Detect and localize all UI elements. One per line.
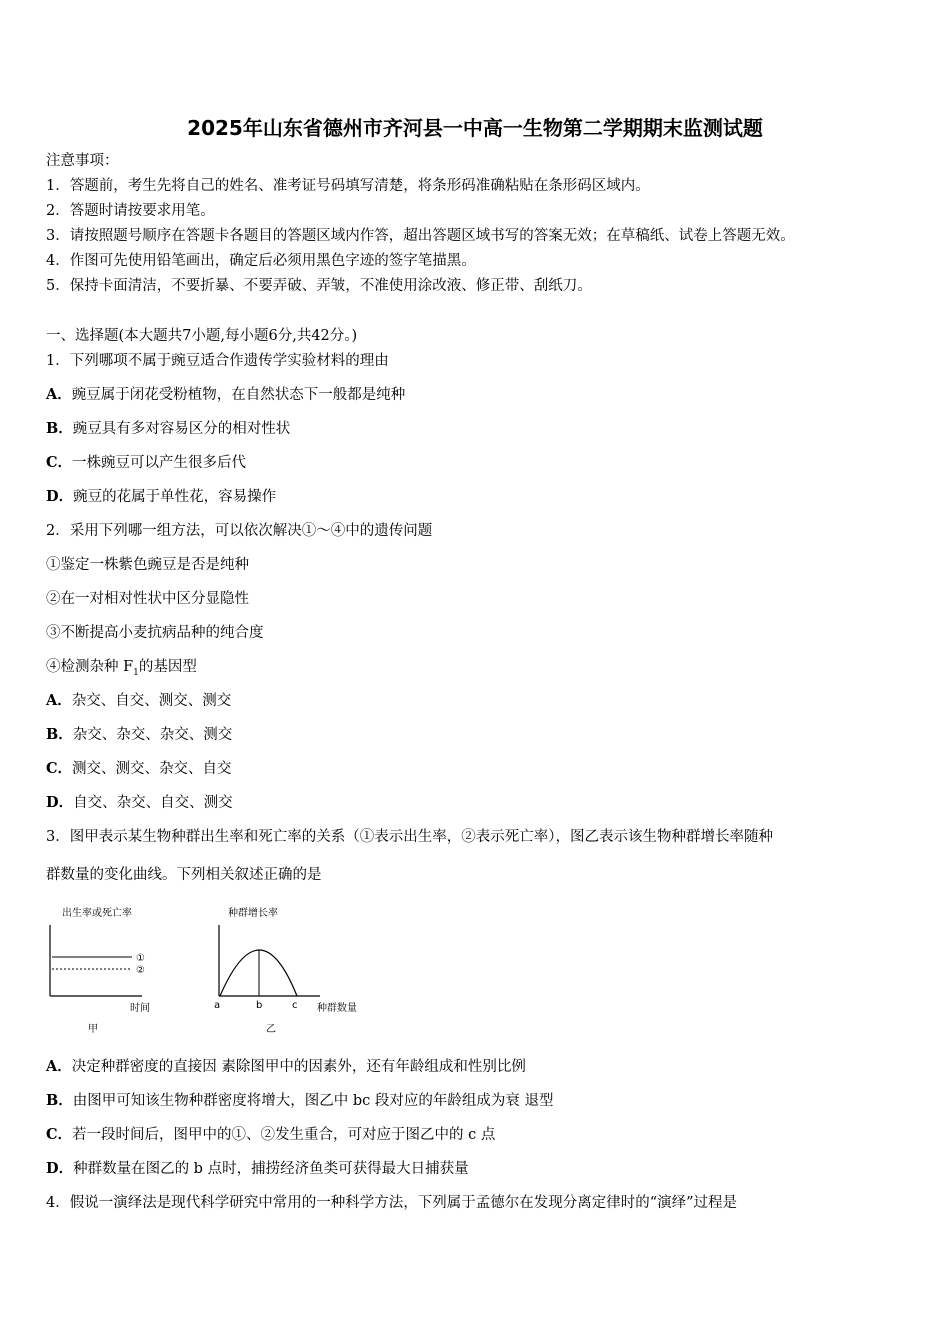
yi-tick-b: b (256, 1000, 263, 1011)
jia-line2-label: ② (136, 965, 145, 976)
section-heading: 一、选择题(本大题共7小题,每小题6分,共42分。) (46, 328, 358, 344)
q2-item: ③不断提高小麦抗病品种的纯合度 (46, 625, 264, 641)
jia-y-label: 出生率或死亡率 (62, 908, 132, 919)
option-label: B． (46, 726, 73, 743)
option-label: A． (46, 692, 72, 709)
population-figure (40, 900, 380, 1040)
jia-line1-label: ① (136, 953, 145, 964)
q3-option-a (46, 1057, 526, 1077)
notice-item: 5．保持卡面清洁，不要折暴、不要弄破、弄皱，不准使用涂改液、修正带、刮纸刀。 (46, 278, 592, 294)
option-label: C． (46, 454, 73, 471)
q3-option-d (46, 1159, 469, 1179)
notice-heading: 注意事项： (46, 153, 119, 169)
question-4-stem: 4．假说一演绎法是现代科学研究中常用的一种科学方法，下列属于孟德尔在发现分离定律时的“演绎”过程是 (46, 1195, 738, 1211)
option-text: 测交、测交、杂交、自交 (72, 761, 232, 777)
q3-option-b (46, 1091, 554, 1111)
page-title: 2025年山东省德州市齐河县一中高一生物第二学期期末监测试题 (187, 116, 763, 140)
option-label: D． (46, 794, 74, 811)
yi-caption: 乙 (266, 1024, 276, 1035)
option-label: A． (46, 386, 72, 403)
q2-option-c (46, 759, 232, 779)
yi-tick-c: c (292, 1000, 298, 1011)
option-text: 豌豆具有多对容易区分的相对性状 (72, 421, 291, 437)
option-text: 杂交、自交、测交、测交 (71, 693, 232, 709)
option-label: B． (46, 1092, 73, 1109)
notice-item: 3．请按照题号顺序在答题卡各题目的答题区域内作答，超出答题区域书写的答案无效；在草稿纸、试卷上答题无效。 (46, 228, 795, 244)
option-text: 自交、杂交、自交、测交 (73, 795, 233, 811)
notice-item: 2．答题时请按要求用笔。 (46, 203, 215, 219)
q1-option-b (46, 419, 290, 439)
q2-item (46, 657, 197, 683)
option-label: D． (46, 1160, 74, 1177)
question-3-stem-cont: 群数量的变化曲线。下列相关叙述正确的是 (46, 867, 322, 883)
q2-item4-sub: 1 (133, 667, 139, 678)
option-text: 由图甲可知该生物种群密度将增大，图乙中 bc 段对应的年龄组成为衰 退型 (72, 1093, 554, 1109)
yi-tick-a: a (214, 1000, 221, 1011)
q2-item4-post: 的基因型 (138, 659, 197, 675)
q2-item: ①鉴定一株紫色豌豆是否是纯种 (46, 557, 249, 573)
yi-y-label: 种群增长率 (228, 908, 278, 919)
q3-option-c (46, 1125, 495, 1145)
option-label: D． (46, 488, 74, 505)
q2-item4-pre: ④检测杂种 F (46, 659, 134, 675)
jia-x-label: 时间 (130, 1003, 150, 1014)
jia-caption: 甲 (88, 1024, 98, 1035)
option-text: 豌豆的花属于单性花，容易操作 (73, 489, 277, 505)
option-text: 杂交、杂交、杂交、测交 (72, 727, 233, 743)
option-label: B． (46, 420, 73, 437)
question-3-stem: 3．图甲表示某生物种群出生率和死亡率的关系（①表示出生率，②表示死亡率），图乙表示该生物种群增长率随种 (46, 829, 773, 845)
option-label: C． (46, 760, 73, 777)
option-label: C． (46, 1126, 73, 1143)
option-text: 豌豆属于闭花受粉植物，在自然状态下一般都是纯种 (71, 387, 406, 403)
q1-option-c (46, 453, 246, 473)
option-text: 若一段时间后，图甲中的①、②发生重合，可对应于图乙中的 c 点 (72, 1127, 496, 1143)
q1-option-a (46, 385, 405, 405)
q2-item: ②在一对相对性状中区分显隐性 (46, 591, 249, 607)
yi-x-label: 种群数量 (317, 1003, 357, 1014)
option-text: 一株豌豆可以产生很多后代 (72, 455, 247, 471)
q2-option-b (46, 725, 232, 745)
question-1-stem: 1．下列哪项不属于豌豆适合作遗传学实验材料的理由 (46, 353, 389, 369)
notice-item: 1．答题前，考生先将自己的姓名、准考证号码填写清楚，将条形码准确粘贴在条形码区域内。 (46, 178, 650, 194)
q2-option-a (46, 691, 231, 711)
question-2-stem: 2．采用下列哪一组方法，可以依次解决①～④中的遗传问题 (46, 523, 433, 539)
option-text: 决定种群密度的直接因 素除图甲中的因素外，还有年龄组成和性别比例 (71, 1059, 526, 1075)
notice-item: 4．作图可先使用铅笔画出，确定后必须用黑色字迹的签字笔描黑。 (46, 253, 476, 269)
q1-option-d (46, 487, 276, 507)
option-label: A． (46, 1058, 72, 1075)
option-text: 种群数量在图乙的 b 点时，捕捞经济鱼类可获得最大日捕获量 (73, 1161, 469, 1177)
q2-option-d (46, 793, 233, 813)
